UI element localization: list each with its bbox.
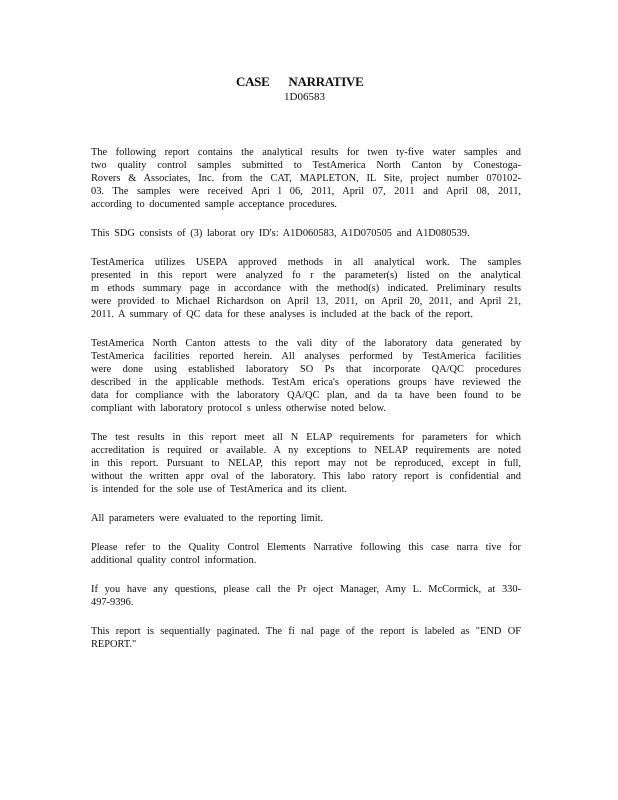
text-line: TestAmerica utilizes USEPA approved methods in all analytical work. The samples xyxy=(91,257,521,268)
paragraph-pagination xyxy=(91,625,521,651)
text-line: additional quality control information. xyxy=(91,555,257,566)
text-line: 497-9396. xyxy=(91,597,134,608)
text-line: This report is sequentially paginated. The fi nal page of the report is labeled as "END OF xyxy=(91,626,521,637)
text-line: All parameters were evaluated to the reporting limit. xyxy=(91,513,324,524)
text-line: without the written appr oval of the laboratory. This labo ratory report is confidential and xyxy=(91,471,521,482)
text-line: two quality control samples submitted to TestAmerica North Canton by Conestoga- xyxy=(91,160,521,171)
text-line: were done using established laboratory SO Ps that incorporate QA/QC procedures xyxy=(91,364,521,375)
paragraph-sdg-lab-ids xyxy=(91,227,521,240)
text-line: 2011. A summary of QC data for these analyses is included at the back of the report. xyxy=(91,309,473,320)
text-line: Rovers & Associates, Inc. from the CAT, MAPLETON, IL Site, project number 070102- xyxy=(91,173,521,184)
paragraph-reporting-limit xyxy=(91,512,521,525)
text-line: is intended for the sole use of TestAmerica and its client. xyxy=(91,484,347,495)
text-line: The test results in this report meet all N ELAP requirements for parameters for which xyxy=(91,432,521,443)
text-line: TestAmerica North Canton attests to the vali dity of the laboratory data generated by xyxy=(91,338,521,349)
text-line: according to documented sample acceptance procedures. xyxy=(91,199,337,210)
text-line: presented in this report were analyzed fo r the parameter(s) listed on the analytical xyxy=(91,270,521,281)
text-line: data for compliance with the laboratory QA/QC plan, and da ta have been found to be xyxy=(91,390,521,401)
text-line: m ethods summary page in accordance with the method(s) indicated. Preliminary results xyxy=(91,283,521,294)
sdg-number: 1D06583 xyxy=(284,91,325,103)
text-line: This SDG consists of (3) laborat ory ID's: A1D060583, A1D070505 and A1D080539. xyxy=(91,228,470,239)
text-line: described in the applicable methods. TestAm erica's operations groups have reviewed the xyxy=(91,377,521,388)
paragraph-contact xyxy=(91,583,521,609)
paragraph-samples-received xyxy=(91,146,521,211)
text-line: TestAmerica facilities reported herein. All analyses performed by TestAmerica facilities xyxy=(91,351,521,362)
text-line: in this report. Pursuant to NELAP, this report may not be reproduced, except in full, xyxy=(91,458,521,469)
text-line: 03. The samples were received Apri l 06, 2011, April 07, 2011 and April 08, 2011, xyxy=(91,186,521,197)
narrative-body xyxy=(91,146,521,667)
text-line: were provided to Michael Richardson on April 13, 2011, on April 20, 2011, and April 21, xyxy=(91,296,521,307)
text-line: REPORT." xyxy=(91,639,137,650)
document-title: CASE NARRATIVE xyxy=(236,74,364,89)
text-line: Please refer to the Quality Control Elements Narrative following this case narra tive for xyxy=(91,542,521,553)
paragraph-attestation xyxy=(91,337,521,415)
text-line: If you have any questions, please call the Pr oject Manager, Amy L. McCormick, at 330- xyxy=(91,584,521,595)
paragraph-qc-elements xyxy=(91,541,521,567)
text-line: compliant with laboratory protocol s unless otherwise noted below. xyxy=(91,403,386,414)
paragraph-nelap xyxy=(91,431,521,496)
text-line: accreditation is required or available. A ny exceptions to NELAP requirements are noted xyxy=(91,445,521,456)
paragraph-methods xyxy=(91,256,521,321)
text-line: The following report contains the analytical results for twen ty-five water samples and xyxy=(91,147,521,158)
